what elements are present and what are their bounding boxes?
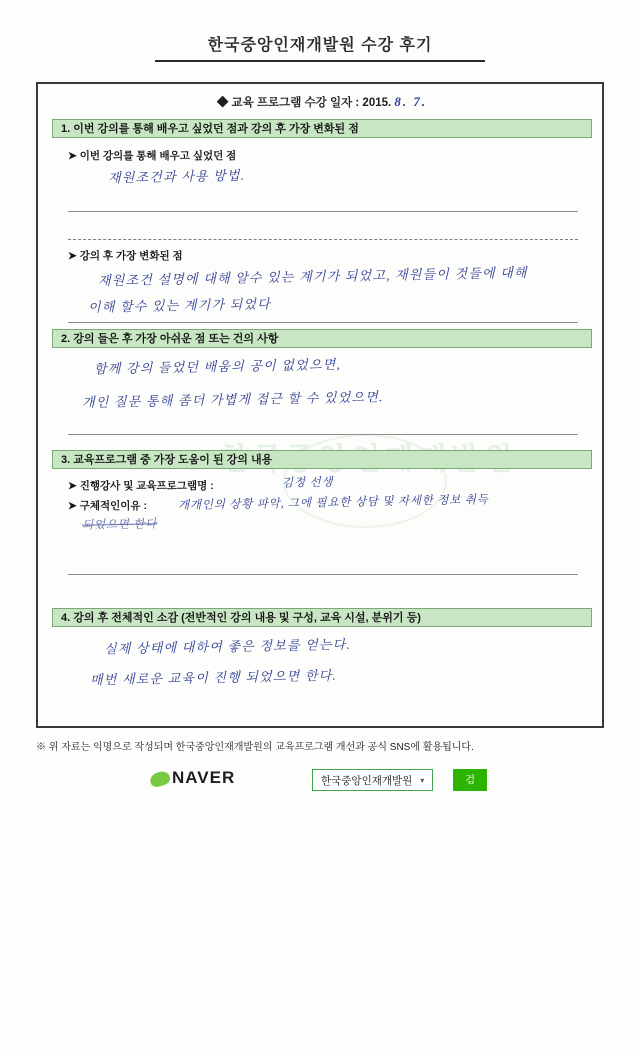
answer-rule (68, 434, 578, 435)
answer-rule (68, 322, 578, 323)
chevron-down-icon[interactable]: ▾ (420, 775, 425, 785)
section-3-question-2: ➤ 구체적인이유 : (68, 500, 147, 512)
section-2-answer-line-2: 개인 질문 통해 좀더 가볍게 접근 할 수 있었으면. (81, 389, 384, 410)
section-3-answer-2-line-1: 개개인의 상황 파악, 그에 필요한 상담 및 자세한 정보 취득 (177, 494, 489, 512)
section-1-question-2: ➤ 강의 후 가장 변화된 점 (68, 250, 183, 262)
section-header-3: 3. 교육프로그램 중 가장 도움이 된 강의 내용 (52, 450, 592, 469)
section-4-answer-line-2: 매번 새로운 교육이 진행 되었으면 한다. (89, 667, 337, 688)
section-2-answer-line-1: 함께 강의 들었던 배움의 공이 없었으면, (93, 356, 341, 377)
section-1-question-1: ➤ 이번 강의를 통해 배우고 싶었던 점 (68, 150, 237, 162)
title-underline (155, 60, 485, 62)
answer-rule (68, 211, 578, 212)
program-date-label: ◆ 교육 프로그램 수강 일자 : 2015. (216, 97, 392, 109)
footnote: ※ 위 자료는 익명으로 작성되며 한국중앙인재개발원의 교육프로그램 개선과 공식 SNS에 활용됩니다. (36, 742, 474, 753)
section-3-answer-2-line-2: 되었으면 한다 (81, 518, 158, 532)
section-header-2: 2. 강의 들은 후 가장 아쉬운 점 또는 건의 사항 (52, 329, 592, 348)
naver-search-input[interactable] (312, 769, 433, 791)
section-header-4: 4. 강의 후 전체적인 소감 (전반적인 강의 내용 및 구성, 교육 시설, 분위기 등) (52, 608, 592, 627)
section-1-answer-2-line-2: 이해 할수 있는 계기가 되었다 (87, 296, 272, 315)
answer-rule (68, 574, 578, 575)
naver-search-value: 한국중앙인재개발원 (321, 774, 413, 787)
section-1-answer-1-line-1: 재원조건과 사용 방법. (107, 167, 246, 186)
section-3-answer-1: 김정 선생 (281, 476, 334, 490)
section-1-answer-2-line-1: 재원조건 설명에 대해 알수 있는 계기가 되었고, 재원들이 것들에 대해 (97, 264, 528, 289)
program-date-handwritten: 8. 7. (394, 94, 428, 109)
naver-hat-icon (148, 769, 171, 788)
review-form-sheet (36, 82, 604, 728)
naver-search-button[interactable]: 검색 (453, 769, 487, 791)
page-title: 한국중앙인재개발원 수강 후기 (207, 37, 433, 54)
section-header-1: 1. 이번 강의를 통해 배우고 싶었던 점과 강의 후 가장 변화된 점 (52, 119, 592, 138)
naver-logo: NAVER (172, 768, 236, 787)
program-date-line (38, 94, 606, 110)
answer-rule-dashed (68, 239, 578, 240)
section-4-answer-line-1: 실제 상태에 대하여 좋은 정보를 얻는다. (103, 636, 351, 657)
section-3-question-1: ➤ 진행강사 및 교육프로그램명 : (68, 480, 214, 492)
naver-search-bar (172, 768, 476, 808)
